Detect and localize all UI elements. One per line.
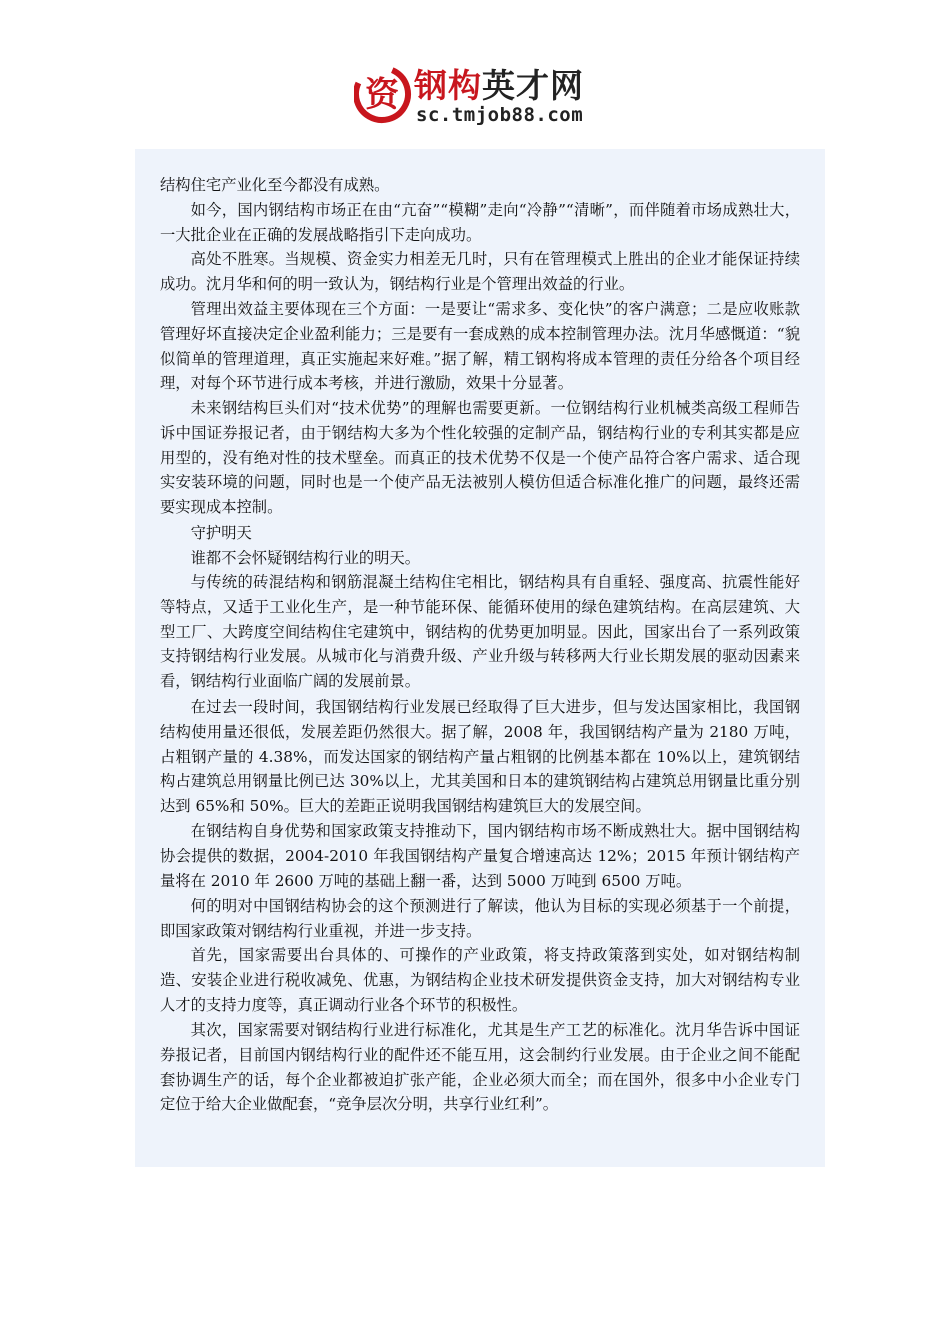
article-paragraph: 在过去一段时间，我国钢结构行业发展已经取得了巨大进步，但与发达国家相比，我国钢结构使用量还很低，发展差距仍然很大。据了解，2008 年，我国钢结构产量为 2180 万吨，占粗钢产量的 4.38%，而发达国家的钢结构产量占粗钢的比例基本都在 10%以上，建筑钢结构占建筑总用钢量比例已达 30%以上，尤其美国和日本的建筑钢结构占建筑总用钢量比重分别达到 65%和 50%。巨大的差距正说明我国钢结构建筑巨大的发展空间。: [160, 698, 800, 816]
article-paragraph: 与传统的砖混结构和钢筋混凝土结构住宅相比，钢结构具有自重轻、强度高、抗震性能好等特点，又适于工业化生产，是一种节能环保、能循环使用的绿色建筑结构。在高层建筑、大型工厂、大跨度空间结构住宅建筑中，钢结构的优势更加明显。因此，国家出台了一系列政策支持钢结构行业发展。从城市化与消费升级、产业升级与转移两大行业长期发展的驱动因素来看，钢结构行业面临广阔的发展前景。: [160, 573, 800, 691]
logo-title: [414, 60, 584, 107]
logo-title-part2: 英才网: [482, 66, 584, 105]
article-paragraph: 高处不胜寒。当规模、资金实力相差无几时，只有在管理模式上胜出的企业才能保证持续成功。沈月华和何的明一致认为，钢结构行业是个管理出效益的行业。: [160, 250, 800, 293]
article-paragraph: 如今，国内钢结构市场正在由“亢奋”“模糊”走向“冷静”“清晰”，而伴随着市场成熟壮大，一大批企业在正确的发展战略指引下走向成功。: [160, 201, 800, 244]
article-paragraph: 其次，国家需要对钢结构行业进行标准化，尤其是生产工艺的标准化。沈月华告诉中国证券报记者，目前国内钢结构行业的配件还不能互用，这会制约行业发展。由于企业之间不能配套协调生产的话，每个企业都被迫扩张产能，企业必须大而全；而在国外，很多中小企业专门定位于给大企业做配套，“竞争层次分明，共享行业红利”。: [160, 1021, 800, 1114]
article-paragraph: 何的明对中国钢结构协会的这个预测进行了解读，他认为目标的实现必须基于一个前提，即国家政策对钢结构行业重视，并进一步支持。: [160, 897, 800, 940]
article-paragraph: 未来钢结构巨头们对“技术优势”的理解也需要更新。一位钢结构行业机械类高级工程师告诉中国证券报记者，由于钢结构大多为个性化较强的定制产品，钢结构行业的专利其实都是应用型的，没有绝对性的技术壁垒。而真正的技术优势不仅是一个使产品符合客户需求、适合现实安装环境的问题，同时也是一个使产品无法被别人模仿但适合标准化推广的问题，最终还需要实现成本控制。: [160, 399, 800, 517]
article-paragraph: 管理出效益主要体现在三个方面：一是要让“需求多、变化快”的客户满意；二是应收账款管理好坏直接决定企业盈利能力；三是要有一套成熟的成本控制管理办法。沈月华感慨道：“貌似简单的管理道理，真正实施起来好难。”据了解，精工钢构将成本管理的责任分给各个项目经理，对每个环节进行成本考核，并进行激励，效果十分显著。: [160, 300, 800, 393]
site-logo[interactable]: [354, 58, 604, 132]
article-body: [135, 149, 825, 1167]
article-paragraph: 谁都不会怀疑钢结构行业的明天。: [190, 549, 421, 567]
logo-title-part1: 钢构: [414, 66, 482, 105]
resume-seal-icon: [354, 60, 412, 128]
logo-url: sc.tmjob88.com: [416, 104, 584, 126]
article-paragraph: 结构住宅产业化至今都没有成熟。: [160, 176, 390, 194]
logo-seal-char: 资: [365, 75, 399, 115]
section-heading: 守护明天: [190, 524, 252, 542]
article-paragraph: 在钢结构自身优势和国家政策支持推动下，国内钢结构市场不断成熟壮大。据中国钢结构协会提供的数据，2004-2010 年我国钢结构产量复合增速高达 12%；2015 年预计钢结构产量将在 2010 年 2600 万吨的基础上翻一番，达到 5000 万吨到 6500 万吨。: [160, 822, 800, 890]
article-paragraph: 首先，国家需要出台具体的、可操作的产业政策，将支持政策落到实处，如对钢结构制造、安装企业进行税收减免、优惠，为钢结构企业技术研发提供资金支持，加大对钢结构专业人才的支持力度等，真正调动行业各个环节的积极性。: [160, 946, 800, 1014]
